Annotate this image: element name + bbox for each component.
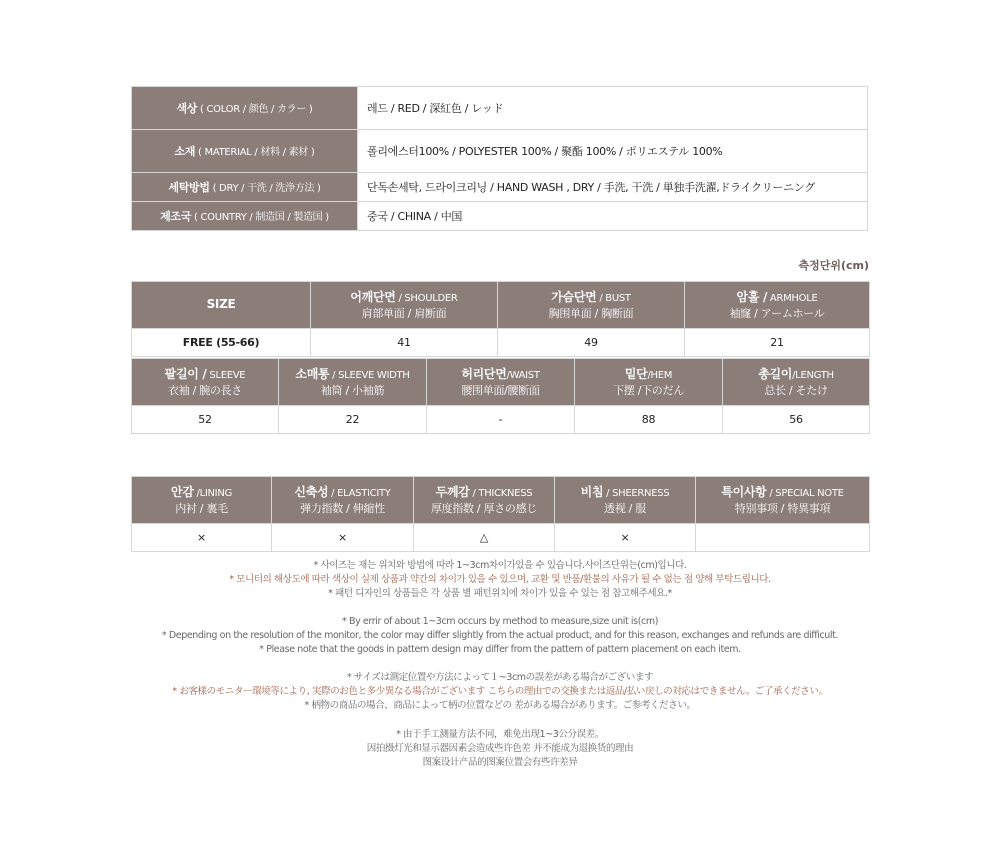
info-value: 폴리에스터100% / POLYESTER 100% / 聚酯 100% / ポリエステル 100% xyxy=(358,130,868,173)
header-title xyxy=(132,485,271,501)
size-table-2 xyxy=(131,358,870,434)
info-label-rest: ( COLOR / 颜色 / カラー ) xyxy=(197,104,313,115)
header-sub: 总长 / そたけ xyxy=(764,383,828,397)
header-title xyxy=(498,290,684,306)
header-rest: /WAIST xyxy=(506,369,540,381)
header-cell xyxy=(575,359,723,406)
header-cell xyxy=(685,282,870,329)
note-line: * お客様のモニター環境等により, 実際のお色と多少異なる場合がございます こちらの理由での交換または返品/払い戻しの対応はできません。ご了承ください。 xyxy=(172,686,828,697)
header-cell xyxy=(498,282,685,329)
note-line: * By errir of about 1~3cm occurs by method to measure,size unit is(cm) xyxy=(341,616,659,627)
note-line: * 柄物の商品の場合、商品によって柄の位置などの 差がある場合があります。ご参考ください。 xyxy=(304,700,696,711)
header-bold: 신축성 xyxy=(294,484,329,499)
note-line: 图案设计产品的图案位置会有些许差异 xyxy=(422,757,578,768)
header-title xyxy=(696,485,869,501)
value-cell: 41 xyxy=(311,329,498,357)
header-rest: / SLEEVE WIDTH xyxy=(329,369,410,381)
value-cell: - xyxy=(427,406,575,434)
header-row xyxy=(132,477,870,524)
value-row xyxy=(132,406,870,434)
header-sub: 特别事项 / 特異事項 xyxy=(734,501,831,515)
header-sub: 胸围单面 / 胸断面 xyxy=(548,306,634,320)
header-sub: 腰围单面/腰断面 xyxy=(461,383,540,397)
header-title xyxy=(311,290,497,306)
header-sub: 透视 / 服 xyxy=(604,501,646,515)
value-cell xyxy=(696,524,870,552)
header-bold: 안감 xyxy=(171,484,194,499)
header-cell xyxy=(696,477,870,524)
info-label-bold: 색상 xyxy=(176,102,198,115)
info-row xyxy=(132,202,868,231)
info-label-bold: 소재 xyxy=(174,145,196,158)
header-rest: / ELASTICITY xyxy=(328,487,391,499)
header-rest: ARMHOLE xyxy=(767,292,818,304)
header-sub: 下摆 /下のだん xyxy=(613,383,684,397)
info-label xyxy=(132,130,358,173)
info-row xyxy=(132,130,868,173)
header-rest: SLEEVE xyxy=(206,369,246,381)
value-cell: FREE (55-66) xyxy=(132,329,311,357)
info-label-bold: 제조국 xyxy=(160,210,192,223)
header-cell xyxy=(132,282,311,329)
value-cell: 22 xyxy=(279,406,427,434)
value-cell: × xyxy=(272,524,414,552)
info-label-rest: ( DRY / 干洗 / 洗浄方法 ) xyxy=(209,183,321,194)
value-row xyxy=(132,329,870,357)
measurement-unit-label: 측정단위(cm) xyxy=(798,259,869,272)
note-line: * Please note that the goods in pattern design may differ from the pattern of pattern placement on each item. xyxy=(259,644,741,655)
header-bold: SIZE xyxy=(206,297,236,311)
header-cell xyxy=(427,359,575,406)
value-cell: 88 xyxy=(575,406,723,434)
header-sub: 弹力指数 / 伸縮性 xyxy=(300,501,385,515)
header-title xyxy=(272,485,413,501)
header-title xyxy=(414,485,554,501)
value-cell: 52 xyxy=(132,406,279,434)
header-sub: 袖筒 / 小袖筋 xyxy=(320,383,385,397)
header-rest: / SHOULDER xyxy=(395,292,458,304)
header-sub: 袖窿 / アームホール xyxy=(729,306,825,320)
notes-japanese xyxy=(0,671,1000,713)
header-title xyxy=(685,290,869,306)
header-bold: 소매통 xyxy=(295,366,330,381)
header-rest: / BUST xyxy=(596,292,631,304)
header-bold: 총길이 xyxy=(758,366,793,381)
header-cell xyxy=(723,359,870,406)
header-title xyxy=(555,485,695,501)
header-bold: 팔길이 / xyxy=(164,366,207,381)
notes-korean xyxy=(0,559,1000,601)
info-label xyxy=(132,87,358,130)
header-rest: /HEM xyxy=(647,369,673,381)
header-bold: 비침 xyxy=(580,484,604,499)
note-line: 因拍摄灯光和显示器因素会造成些许色差 并不能成为退换货的理由 xyxy=(366,743,634,754)
header-rest: /LINING xyxy=(193,487,232,499)
header-bold: 밑단 xyxy=(624,366,648,381)
header-sub: 内衬 / 裏毛 xyxy=(175,501,228,515)
value-cell: 49 xyxy=(498,329,685,357)
info-label-rest: ( MATERIAL / 材料 / 素材 ) xyxy=(195,147,315,158)
fabric-properties-table xyxy=(131,476,870,552)
header-bold: 어깨단면 xyxy=(350,289,396,304)
value-cell: × xyxy=(555,524,696,552)
value-row xyxy=(132,524,870,552)
header-cell xyxy=(272,477,414,524)
header-row xyxy=(132,359,870,406)
header-title xyxy=(723,367,869,383)
info-value: 단독손세탁, 드라이크리닝 / HAND WASH , DRY / 手洗, 干洗 / 単独手洗濯,ドライクリーニング xyxy=(358,173,868,202)
note-line: * 패턴 디자인의 상품들은 각 상품 별 패턴위치에 차이가 있을 수 있는 점 참고해주세요.* xyxy=(328,588,672,599)
header-sub: 衣袖 / 腕の長さ xyxy=(168,383,242,397)
header-rest: / SPECIAL NOTE xyxy=(766,487,844,499)
header-title xyxy=(279,367,426,383)
notes-chinese xyxy=(0,728,1000,770)
header-row xyxy=(132,282,870,329)
header-rest: /LENGTH xyxy=(792,369,834,381)
header-bold: 특이사항 xyxy=(721,484,767,499)
notes-english xyxy=(0,615,1000,657)
header-bold: 가슴단면 xyxy=(551,289,597,304)
info-value: 레드 / RED / 深紅色 / レッド xyxy=(358,87,868,130)
header-sub: 厚度指数 / 厚さの感じ xyxy=(430,501,538,515)
info-row xyxy=(132,87,868,130)
header-cell xyxy=(555,477,696,524)
header-cell xyxy=(311,282,498,329)
info-label xyxy=(132,173,358,202)
header-title xyxy=(132,297,310,313)
note-line: * 사이즈는 재는 위치와 방법에 따라 1~3cm차이가있을 수 있습니다.사이즈단위는(cm)입니다. xyxy=(313,560,687,571)
value-cell: 56 xyxy=(723,406,870,434)
size-table-1 xyxy=(131,281,870,357)
note-line: * サイズは測定位置や方法によって１~3cmの誤差がある場合がございます xyxy=(346,672,654,683)
note-line: * 由于手工测量方法不同，难免出现1~3公分误差。 xyxy=(396,729,604,740)
product-info-table xyxy=(131,86,868,231)
header-cell xyxy=(132,477,272,524)
header-sub: 肩部单面 / 肩断面 xyxy=(361,306,447,320)
note-line: * 모니터의 해상도에 따라 색상이 실제 상품과 약간의 차이가 있을 수 있으며, 교환 및 반품/환불의 사유가 될 수 없는 점 양해 부탁드립니다. xyxy=(229,574,771,585)
value-cell: × xyxy=(132,524,272,552)
header-rest: / SHEERNESS xyxy=(603,487,670,499)
header-title xyxy=(427,367,574,383)
info-label-bold: 세탁방법 xyxy=(168,181,210,194)
info-value: 중국 / CHINA / 中国 xyxy=(358,202,868,231)
note-line: * Depending on the resolution of the monitor, the color may differ slightly from the actual product, and for this reason, exchanges and refunds are difficult. xyxy=(161,630,839,641)
header-title xyxy=(132,367,278,383)
info-row xyxy=(132,173,868,202)
header-cell xyxy=(279,359,427,406)
header-cell xyxy=(132,359,279,406)
info-label xyxy=(132,202,358,231)
header-bold: 허리단면 xyxy=(461,366,507,381)
value-cell: △ xyxy=(414,524,555,552)
header-bold: 암홀 / xyxy=(736,289,768,304)
header-bold: 두께감 xyxy=(435,484,470,499)
header-rest: / THICKNESS xyxy=(469,487,533,499)
header-title xyxy=(575,367,722,383)
info-label-rest: ( COUNTRY / 制造国 / 製造国 ) xyxy=(191,212,329,223)
value-cell: 21 xyxy=(685,329,870,357)
header-cell xyxy=(414,477,555,524)
